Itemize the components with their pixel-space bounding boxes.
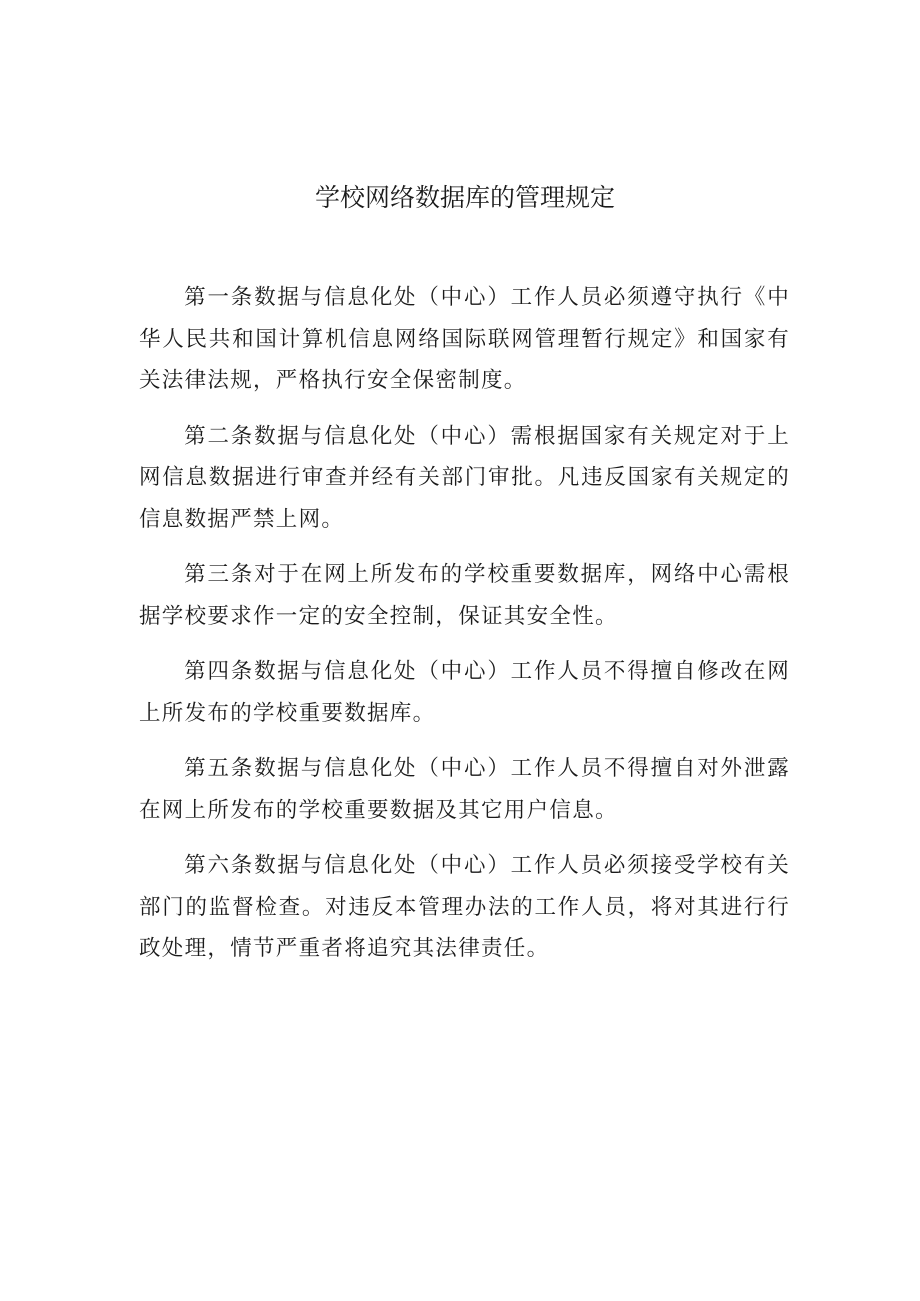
- article-5: 第五条数据与信息化处（中心）工作人员不得擅自对外泄露在网上所发布的学校重要数据及其它用户信息。: [139, 756, 790, 823]
- article-3: 第三条对于在网上所发布的学校重要数据库，网络中心需根据学校要求作一定的安全控制，保证其安全性。: [139, 562, 790, 629]
- article-2: 第二条数据与信息化处（中心）需根据国家有关规定对于上网信息数据进行审查并经有关部门审批。凡违反国家有关规定的信息数据严禁上网。: [139, 423, 790, 532]
- article-6: 第六条数据与信息化处（中心）工作人员必须接受学校有关部门的监督检查。对违反本管理办法的工作人员，将对其进行行政处理，情节严重者将追究其法律责任。: [139, 853, 790, 961]
- document-title: 学校网络数据库的管理规定: [314, 183, 615, 212]
- article-4: 第四条数据与信息化处（中心）工作人员不得擅自修改在网上所发布的学校重要数据库。: [139, 659, 790, 726]
- article-1: 第一条数据与信息化处（中心）工作人员必须遵守执行《中华人民共和国计算机信息网络国际联网管理暂行规定》和国家有关法律法规，严格执行安全保密制度。: [139, 285, 790, 393]
- document-body: [139, 277, 790, 984]
